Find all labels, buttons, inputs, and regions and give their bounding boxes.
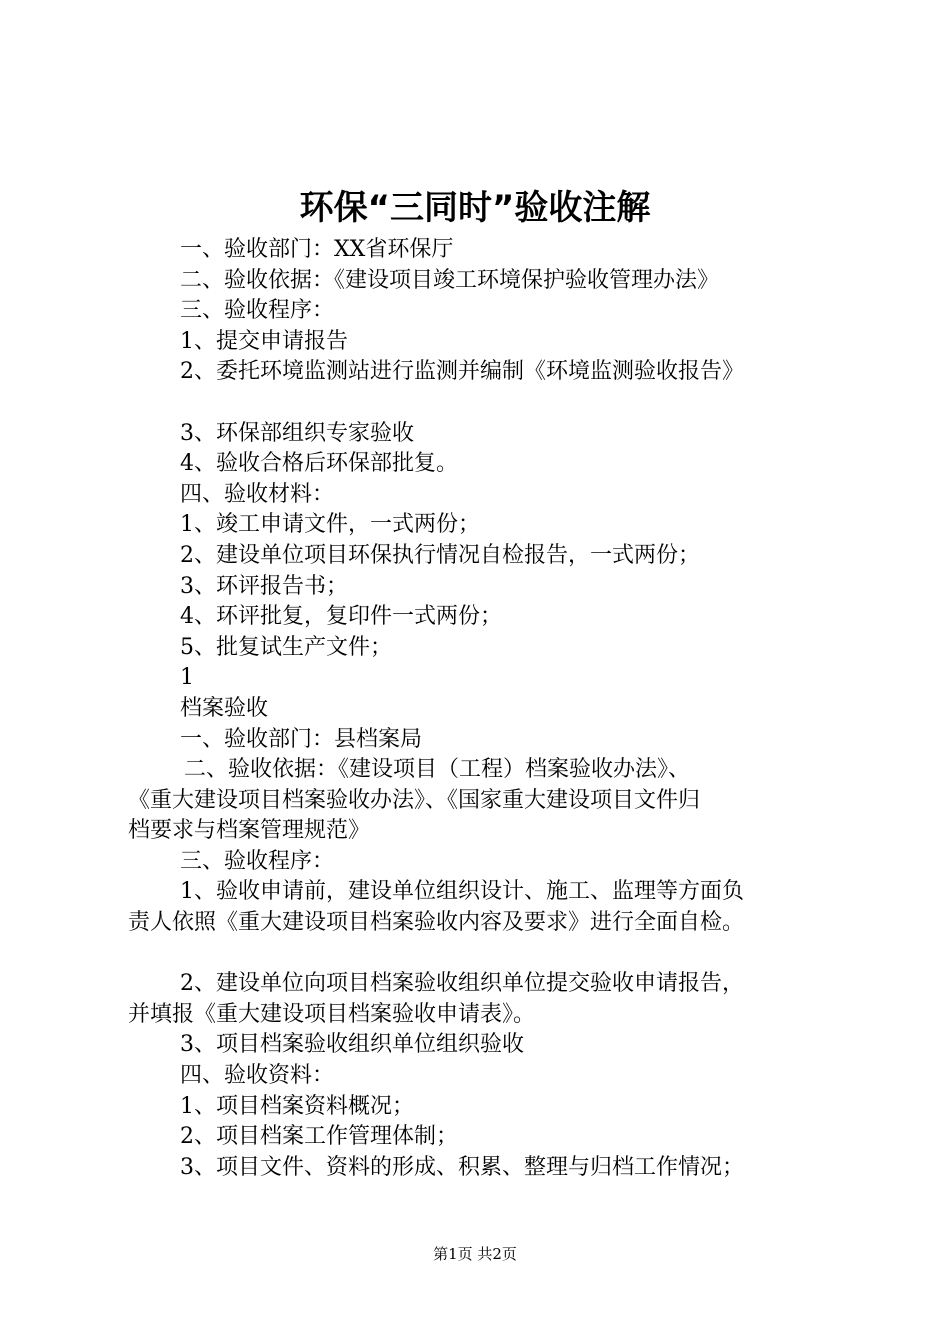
text-line: 3、项目档案验收组织单位组织验收 (180, 1032, 524, 1058)
text-line: 二、验收依据：《建设项目竣工环境保护验收管理办法》 (180, 267, 720, 293)
page-footer: 第1页 共2页 (433, 1245, 517, 1263)
text-line: 三、验收程序： (180, 298, 335, 324)
text-line: 2、建设单位向项目档案验收组织单位提交验收申请报告， (180, 971, 744, 997)
text-line: 四、验收材料： (180, 481, 335, 507)
text-line: 2、项目档案工作管理体制； (180, 1124, 458, 1150)
text-line: 《重大建设项目档案验收办法》、《国家重大建设项目文件归 (128, 787, 701, 813)
text-line: 2、建设单位项目环保执行情况自检报告，一式两份； (180, 542, 700, 568)
text-line: 4、环评批复，复印件一式两份； (180, 604, 502, 630)
text-line: 3、项目文件、资料的形成、积累、整理与归档工作情况； (180, 1154, 744, 1180)
text-line: 1、验收申请前，建设单位组织设计、施工、监理等方面负 (180, 879, 744, 905)
text-line: 档案验收 (180, 695, 269, 721)
text-line: 二、验收依据：《建设项目（工程）档案验收办法》、 (184, 757, 691, 783)
text-line: 3、环保部组织专家验收 (180, 420, 414, 446)
text-line: 1、提交申请报告 (180, 328, 348, 354)
text-line: 1、竣工申请文件，一式两份； (180, 512, 480, 538)
text-line: 2、委托环境监测站进行监测并编制《环境监测验收报告》 (180, 359, 744, 385)
text-line: 5、批复试生产文件； (180, 634, 392, 660)
text-line: 1、项目档案资料概况； (180, 1093, 414, 1119)
text-line: 并填报《重大建设项目档案验收申请表》。 (128, 1001, 536, 1027)
text-line: 三、验收程序： (180, 848, 335, 874)
page-title: 环保“三同时”验收注解 (299, 188, 651, 228)
document-body (128, 235, 848, 1183)
text-line: 1 (180, 665, 194, 691)
text-line: 4、验收合格后环保部批复。 (180, 451, 458, 477)
text-line: 四、验收资料： (180, 1063, 335, 1089)
blank-line (128, 939, 848, 970)
text-line: 3、环评报告书； (180, 573, 348, 599)
text-line: 责人依照《重大建设项目档案验收内容及要求》进行全面自检。 (128, 910, 745, 936)
blank-line (128, 388, 848, 419)
text-line: 档要求与档案管理规范》 (128, 818, 371, 844)
text-line: 一、验收部门：县档案局 (180, 726, 423, 752)
text-line: 一、验收部门：XX省环保厅 (180, 237, 454, 262)
